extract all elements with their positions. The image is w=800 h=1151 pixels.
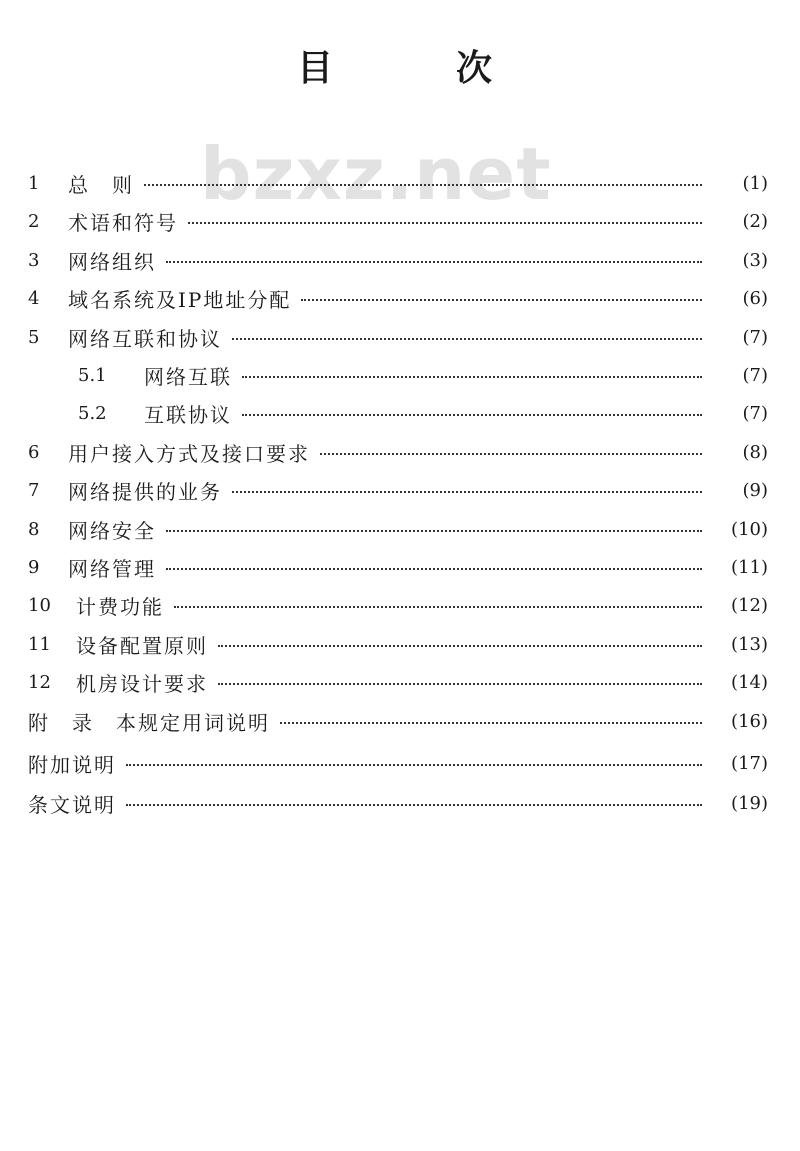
- toc-number: 2: [28, 210, 40, 232]
- toc-page: (13): [731, 633, 768, 655]
- title-char-1: 目: [297, 48, 334, 89]
- toc-row[interactable]: [28, 168, 768, 198]
- toc-page: (10): [731, 518, 768, 540]
- toc-row[interactable]: [28, 667, 768, 697]
- toc-title: 附加说明: [28, 752, 116, 777]
- dot-leader: [232, 491, 702, 493]
- toc-number: 4: [28, 287, 40, 309]
- toc-page: (19): [731, 792, 768, 814]
- toc-page: (8): [742, 441, 768, 463]
- watermark: bzxz.net: [200, 132, 552, 216]
- toc-row[interactable]: [28, 552, 768, 582]
- toc-page: (6): [742, 287, 768, 309]
- toc-title: 术语和符号: [68, 210, 178, 235]
- dot-leader: [301, 299, 702, 301]
- toc-row[interactable]: [28, 706, 768, 736]
- dot-leader: [242, 414, 702, 416]
- toc-number: 10: [28, 594, 51, 616]
- toc-page: (7): [742, 402, 768, 424]
- page-title: [0, 40, 800, 100]
- toc-number: 9: [28, 556, 40, 578]
- toc-page: (3): [742, 249, 768, 271]
- toc-page: (1): [742, 172, 768, 194]
- toc-row[interactable]: [28, 398, 768, 428]
- toc-title: 域名系统及IP地址分配: [68, 287, 292, 312]
- toc-title: 网络互联和协议: [68, 326, 222, 351]
- toc-number: 5: [28, 326, 40, 348]
- toc-page: (11): [731, 556, 768, 578]
- toc-page: (12): [731, 594, 768, 616]
- toc-page: (2): [742, 210, 768, 232]
- toc-number: 11: [28, 633, 51, 655]
- dot-leader: [174, 606, 702, 608]
- title-char-2: 次: [456, 48, 493, 89]
- dot-leader: [232, 338, 702, 340]
- dot-leader: [188, 222, 702, 224]
- toc-number: 7: [28, 479, 40, 501]
- toc-title: 网络安全: [68, 518, 156, 543]
- dot-leader: [166, 568, 702, 570]
- toc-title: 网络互联: [144, 364, 232, 389]
- toc-title: 总 则: [68, 172, 134, 197]
- toc-row[interactable]: [28, 475, 768, 505]
- dot-leader: [218, 683, 702, 685]
- dot-leader: [126, 764, 702, 766]
- toc-row[interactable]: [28, 748, 768, 778]
- toc-row[interactable]: [28, 206, 768, 236]
- dot-leader: [280, 722, 702, 724]
- toc-title: 用户接入方式及接口要求: [68, 441, 310, 466]
- toc-number: 3: [28, 249, 40, 271]
- toc-row[interactable]: [28, 788, 768, 818]
- toc-title: 网络管理: [68, 556, 156, 581]
- dot-leader: [166, 261, 702, 263]
- toc-title: 互联协议: [144, 402, 232, 427]
- toc-title: 附 录 本规定用词说明: [28, 710, 270, 735]
- toc-row[interactable]: [28, 245, 768, 275]
- toc-number: 1: [28, 172, 40, 194]
- toc-page: (16): [731, 710, 768, 732]
- toc-row[interactable]: [28, 514, 768, 544]
- dot-leader: [218, 645, 702, 647]
- toc-title: 网络提供的业务: [68, 479, 222, 504]
- toc-page: (17): [731, 752, 768, 774]
- toc-number: 6: [28, 441, 40, 463]
- toc-row[interactable]: [28, 322, 768, 352]
- dot-leader: [144, 184, 702, 186]
- dot-leader: [166, 530, 702, 532]
- toc-row[interactable]: [28, 283, 768, 313]
- toc-number: 8: [28, 518, 40, 540]
- toc-title: 设备配置原则: [76, 633, 208, 658]
- dot-leader: [126, 804, 702, 806]
- toc-page: (7): [742, 364, 768, 386]
- toc-row[interactable]: [28, 629, 768, 659]
- toc-row[interactable]: [28, 360, 768, 390]
- toc-title: 机房设计要求: [76, 671, 208, 696]
- toc-row[interactable]: [28, 590, 768, 620]
- dot-leader: [242, 376, 702, 378]
- toc-row[interactable]: [28, 437, 768, 467]
- toc-title: 条文说明: [28, 792, 116, 817]
- toc-number: 5.2: [78, 402, 107, 424]
- toc-title: 网络组织: [68, 249, 156, 274]
- toc-page: (14): [731, 671, 768, 693]
- toc-page: (7): [742, 326, 768, 348]
- toc-number: 5.1: [78, 364, 107, 386]
- toc-number: 12: [28, 671, 51, 693]
- dot-leader: [320, 453, 702, 455]
- toc-title: 计费功能: [76, 594, 164, 619]
- toc-page: (9): [742, 479, 768, 501]
